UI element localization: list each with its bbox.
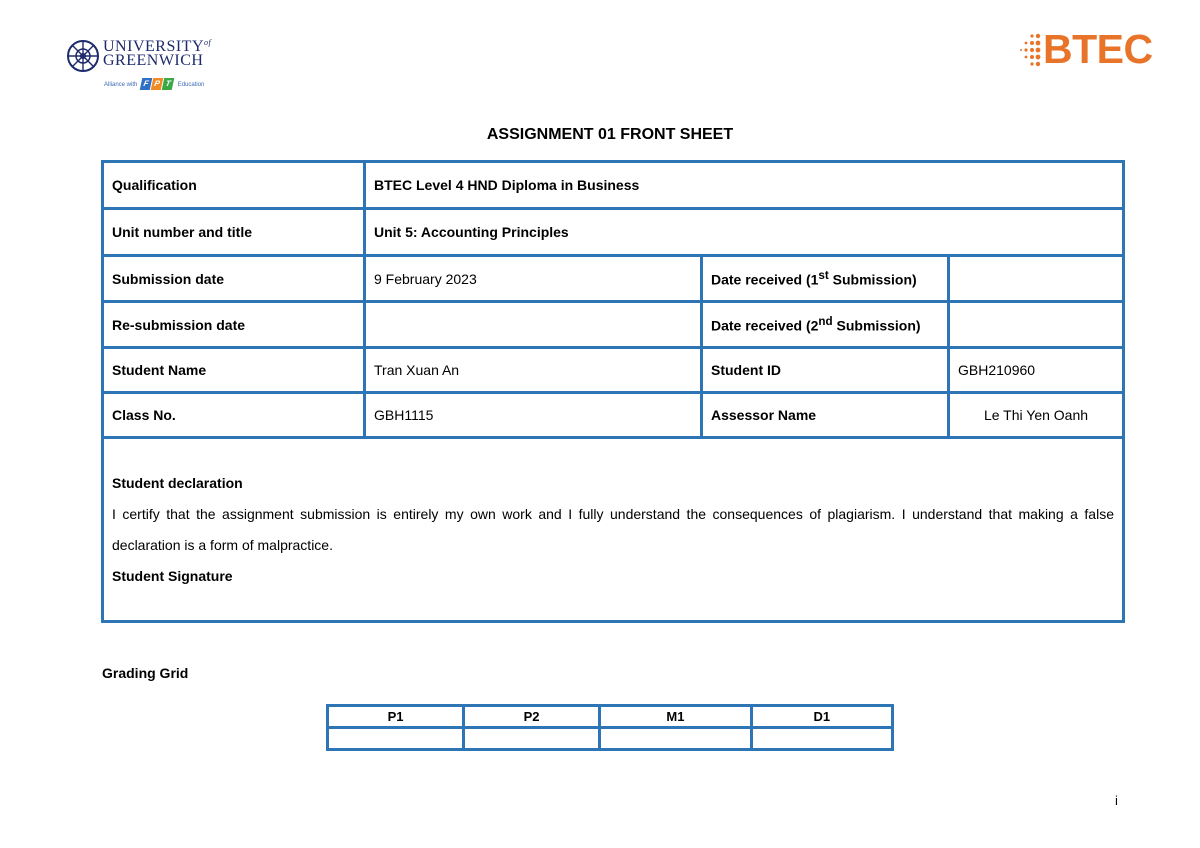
- student-name-label: Student Name: [103, 348, 365, 393]
- submission-date-label: Submission date: [103, 256, 365, 302]
- university-crest-icon: [66, 39, 100, 73]
- grade-value-d1: [751, 728, 892, 750]
- submission-date-value: 9 February 2023: [365, 256, 702, 302]
- class-no-value: GBH1115: [365, 393, 702, 438]
- table-row: [103, 348, 1124, 393]
- grading-grid-label: Grading Grid: [102, 665, 189, 681]
- student-declaration-cell: [103, 438, 1124, 622]
- table-row: [103, 302, 1124, 348]
- unit-label: Unit number and title: [103, 209, 365, 256]
- grade-value-m1: [600, 728, 752, 750]
- table-row: [103, 209, 1124, 256]
- date-received-first-label: Date received (1st Submission): [702, 256, 949, 302]
- btec-wordmark: BTEC: [1043, 26, 1153, 72]
- date-received-second-value: [949, 302, 1124, 348]
- uog-wordmark-line2: GREENWICH: [103, 52, 204, 69]
- university-of-greenwich-logo: [66, 36, 216, 92]
- front-sheet-table: [101, 160, 1125, 623]
- table-row: [103, 256, 1124, 302]
- btec-logo: [1018, 26, 1153, 76]
- class-no-label: Class No.: [103, 393, 365, 438]
- page-number: i: [1115, 793, 1118, 808]
- grade-value-p2: [464, 728, 600, 750]
- table-row: [103, 438, 1124, 622]
- table-row: [103, 162, 1124, 209]
- grading-header-row: [328, 706, 893, 728]
- uog-wordmark-line1: $UNIVERSITY^{of}$: [103, 38, 212, 55]
- declaration-text: I certify that the assignment submission is entirely my own work and I fully understand the consequences of plagiarism. I understand that making a false declaration is a form of malpractice.: [112, 505, 1114, 553]
- date-received-first-value: [949, 256, 1124, 302]
- grade-header-p2: P2: [464, 706, 600, 728]
- assessor-name-value: Le Thi Yen Oanh: [949, 393, 1124, 438]
- btec-dots-icon: [1018, 33, 1044, 67]
- grading-grid-table: [326, 704, 894, 751]
- declaration-heading: Student declaration: [112, 474, 243, 491]
- table-row: [103, 393, 1124, 438]
- unit-value: Unit 5: Accounting Principles: [365, 209, 1124, 256]
- student-signature-label: Student Signature: [112, 567, 233, 584]
- qualification-value: BTEC Level 4 HND Diploma in Business: [365, 162, 1124, 209]
- date-received-second-label: Date received (2nd Submission): [702, 302, 949, 348]
- assessor-name-label: Assessor Name: [702, 393, 949, 438]
- student-id-value: GBH210960: [949, 348, 1124, 393]
- student-name-value: Tran Xuan An: [365, 348, 702, 393]
- fpt-logo: F P T: [141, 78, 174, 90]
- qualification-label: Qualification: [103, 162, 365, 209]
- page-title: ASSIGNMENT 01 FRONT SHEET: [486, 126, 734, 143]
- resubmission-date-label: Re-submission date: [103, 302, 365, 348]
- resubmission-date-value: [365, 302, 702, 348]
- alliance-tagline: Alliance with F P T Education: [104, 79, 205, 88]
- student-id-label: Student ID: [702, 348, 949, 393]
- grading-value-row: [328, 728, 893, 750]
- grade-header-d1: D1: [751, 706, 892, 728]
- grade-value-p1: [328, 728, 464, 750]
- grade-header-m1: M1: [600, 706, 752, 728]
- grade-header-p1: P1: [328, 706, 464, 728]
